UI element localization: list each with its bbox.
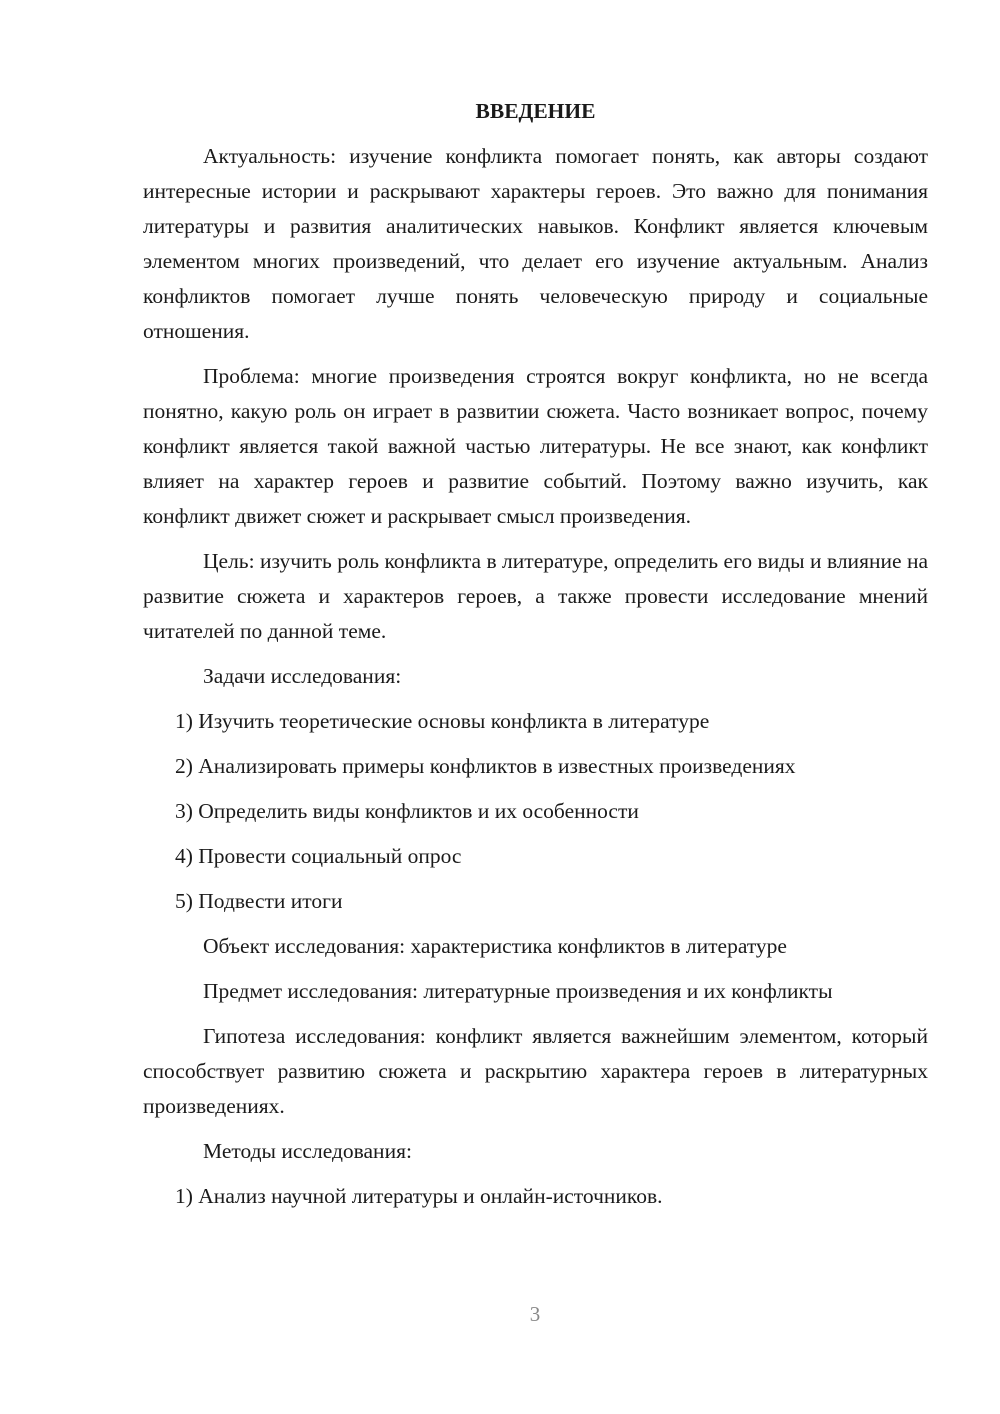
task-item: 3) Определить виды конфликтов и их особенности [175,799,639,823]
subject-paragraph: Предмет исследования: литературные произведения и их конфликты [203,979,833,1003]
problem-paragraph: Проблема: многие произведения строятся вокруг конфликта, но не всегда понятно, какую роль он играет в развитии сюжета. Часто возникает вопрос, почему конфликт является такой важной частью литературы. Не все знают, как конфликт влияет на характер героев и развитие событий. Поэтому важно изучить, как конфликт движет сюжет и раскрывает смысл произведения. [143,364,928,528]
method-item: 1) Анализ научной литературы и онлайн-источников. [175,1184,663,1208]
relevance-paragraph: Актуальность: изучение конфликта помогает понять, как авторы создают интересные истории и раскрывают характеры героев. Это важно для понимания литературы и развития аналитических навыков. Конфликт является ключевым элементом многих произведений, что делает его изучение актуальным. Анализ конфликтов помогает лучше понять человеческую природу и социальные отношения. [143,144,928,343]
object-paragraph: Объект исследования: характеристика конфликтов в литературе [203,934,787,958]
task-item: 1) Изучить теоретические основы конфликта в литературе [175,709,710,733]
tasks-heading: Задачи исследования: [203,664,402,688]
task-item: 2) Анализировать примеры конфликтов в известных произведениях [175,754,796,778]
task-item: 4) Провести социальный опрос [175,844,462,868]
task-item: 5) Подвести итоги [175,889,343,913]
goal-paragraph: Цель: изучить роль конфликта в литературе, определить его виды и влияние на развитие сюжета и характеров героев, а также провести исследование мнений читателей по данной теме. [143,549,928,643]
page-number: 3 [529,1302,541,1326]
methods-heading: Методы исследования: [203,1139,412,1163]
document-page [143,94,928,1224]
page-title: ВВЕДЕНИЕ [475,99,596,123]
hypothesis-paragraph: Гипотеза исследования: конфликт является важнейшим элементом, который способствует развитию сюжета и раскрытию характера героев в литературных произведениях. [143,1024,928,1118]
